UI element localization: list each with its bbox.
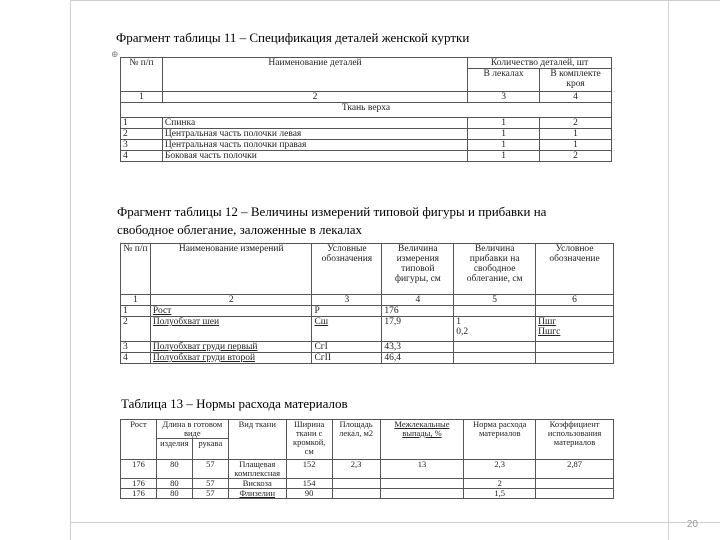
t13-cell-width: 152 (286, 460, 332, 479)
t13-cell-length-product: 80 (156, 460, 192, 479)
t13-header-norm: Норма расхода материалов (464, 420, 536, 460)
t11-cell-name: Спинка (162, 118, 467, 129)
t11-cell-name: Боковая часть полочки (162, 151, 467, 162)
frame-line-bottom (70, 522, 720, 523)
table-row (121, 489, 614, 499)
t13-header-height: Рост (121, 420, 157, 460)
t11-cell-a: 1 (468, 140, 540, 151)
t12-colnum: 2 (150, 295, 312, 306)
t11-cell-num: 1 (121, 118, 163, 129)
t12-cell-sym2 (536, 306, 614, 317)
t13-cell-area (332, 479, 380, 489)
t11-cell-a: 1 (468, 118, 540, 129)
t13-cell-waste (380, 489, 464, 499)
t13-header-product: изделия (156, 439, 192, 460)
t13-header-waste: Межлекальные выпады, % (380, 420, 464, 460)
t13-cell-coef: 2,87 (536, 460, 614, 479)
t11-cell-num: 2 (121, 129, 163, 140)
t12-cell-num: 1 (121, 306, 151, 317)
table-12 (120, 243, 614, 364)
t12-cell-sym: СгII (312, 353, 382, 364)
t12-header-num: № п/п (121, 244, 151, 295)
t13-cell-waste: 13 (380, 460, 464, 479)
t12-cell-sym2 (536, 353, 614, 364)
t12-cell-val: 176 (382, 306, 454, 317)
t12-cell-num: 4 (121, 353, 151, 364)
t12-cell-allow: 1 0,2 (454, 317, 536, 342)
t13-cell-area: 2,3 (332, 460, 380, 479)
table-row (121, 151, 612, 162)
table-row (121, 317, 614, 342)
t12-cell-name: Полуобхват груди первый (150, 342, 312, 353)
t12-cell-num: 3 (121, 342, 151, 353)
t11-cell-a: 1 (468, 129, 540, 140)
t13-cell-coef (536, 479, 614, 489)
t12-cell-val: 17,9 (382, 317, 454, 342)
t13-cell-coef (536, 489, 614, 499)
t13-cell-fabric: Флизелин (228, 489, 286, 499)
t13-cell-width: 154 (286, 479, 332, 489)
t12-cell-val: 43,3 (382, 342, 454, 353)
t12-cell-val: 46,4 (382, 353, 454, 364)
t13-header-width: Ширина ткани с кромкой, см (286, 420, 332, 460)
t13-cell-norm: 2 (464, 479, 536, 489)
t12-colnum: 5 (454, 295, 536, 306)
t12-colnum: 1 (121, 295, 151, 306)
table-12-caption-line1: Фрагмент таблицы 12 – Величины измерений типовой фигуры и прибавки на (117, 204, 547, 219)
frame-line-right (668, 0, 669, 540)
t13-cell-length-product: 80 (156, 489, 192, 499)
t11-header-qty: Количество деталей, шт (468, 58, 612, 69)
t12-header-allow: Величина прибавки на свободное облегание, см (454, 244, 536, 295)
t13-header-fabric: Вид ткани (228, 420, 286, 460)
frame-line-top (70, 0, 720, 1)
table-row (121, 479, 614, 489)
t13-header-area: Площадь лекал, м2 (332, 420, 380, 460)
t11-header-num: № п/п (121, 58, 163, 92)
t11-cell-a: 1 (468, 151, 540, 162)
t11-cell-num: 4 (121, 151, 163, 162)
table-row (121, 306, 614, 317)
t13-header-length: Длина в готовом виде (156, 420, 228, 439)
t12-cell-sym: Р (312, 306, 382, 317)
t11-header-in-set: В комплекте кроя (540, 69, 612, 92)
t11-cell-b: 2 (540, 151, 612, 162)
table-11-caption: Фрагмент таблицы 11 – Спецификация деталей женской куртки (116, 30, 470, 45)
t11-colnum: 3 (468, 92, 540, 103)
t12-cell-name: Полуобхват шеи (150, 317, 312, 342)
t11-colnum: 1 (121, 92, 163, 103)
t12-cell-allow (454, 353, 536, 364)
t12-header-name: Наименование измерений (150, 244, 312, 295)
t13-cell-waste (380, 479, 464, 489)
t13-cell-fabric: Плащевая комплексная (228, 460, 286, 479)
table-row (121, 353, 614, 364)
t11-colnum: 2 (162, 92, 467, 103)
table-13 (120, 419, 614, 499)
t11-cell-b: 2 (540, 118, 612, 129)
t13-cell-width: 90 (286, 489, 332, 499)
table-row (121, 342, 614, 353)
table-row (121, 140, 612, 151)
t13-cell-norm: 2,3 (464, 460, 536, 479)
t13-cell-length-sleeve: 57 (192, 479, 228, 489)
t13-cell-area (332, 489, 380, 499)
t13-cell-fabric: Вискоза (228, 479, 286, 489)
table-anchor-icon: ⊕ (111, 49, 119, 59)
t13-header-sleeve: рукава (192, 439, 228, 460)
t11-cell-b: 1 (540, 140, 612, 151)
t12-cell-num: 2 (121, 317, 151, 342)
page-number: 20 (686, 519, 698, 530)
t11-colnum: 4 (540, 92, 612, 103)
t12-header-sym1: Условные обозначения (312, 244, 382, 295)
t12-cell-sym: СгI (312, 342, 382, 353)
table-row (121, 129, 612, 140)
t12-cell-name: Полуобхват груди второй (150, 353, 312, 364)
t12-header-sym2: Условное обозначение (536, 244, 614, 295)
t12-cell-sym2 (536, 342, 614, 353)
t12-cell-sym: Сш (312, 317, 382, 342)
t13-cell-height: 176 (121, 460, 157, 479)
t12-colnum: 4 (382, 295, 454, 306)
t12-cell-sym2: Пшг Пшгс (536, 317, 614, 342)
t13-cell-height: 176 (121, 489, 157, 499)
t12-header-value: Величина измерения типовой фигуры, см (382, 244, 454, 295)
t11-section-label: Ткань верха (121, 103, 612, 118)
t12-colnum: 3 (312, 295, 382, 306)
t11-header-name: Наименование деталей (162, 58, 467, 92)
t12-cell-allow (454, 342, 536, 353)
t13-cell-length-sleeve: 57 (192, 460, 228, 479)
t13-cell-norm: 1,5 (464, 489, 536, 499)
table-12-caption-line2: свободное облегание, заложенные в лекалах (117, 222, 362, 237)
t12-colnum: 6 (536, 295, 614, 306)
t13-cell-length-product: 80 (156, 479, 192, 489)
t13-cell-length-sleeve: 57 (192, 489, 228, 499)
t11-cell-name: Центральная часть полочки правая (162, 140, 467, 151)
t11-cell-name: Центральная часть полочки левая (162, 129, 467, 140)
t11-header-in-patterns: В лекалах (468, 69, 540, 92)
t12-cell-allow (454, 306, 536, 317)
t11-cell-num: 3 (121, 140, 163, 151)
table-row (121, 460, 614, 479)
t13-cell-height: 176 (121, 479, 157, 489)
t11-cell-b: 1 (540, 129, 612, 140)
frame-line-left (70, 0, 71, 540)
table-row (121, 118, 612, 129)
table-11 (120, 57, 612, 162)
t12-cell-name: Рост (150, 306, 312, 317)
table-13-caption: Таблица 13 – Нормы расхода материалов (121, 396, 348, 411)
t13-header-coef: Коэффициент использования материалов (536, 420, 614, 460)
